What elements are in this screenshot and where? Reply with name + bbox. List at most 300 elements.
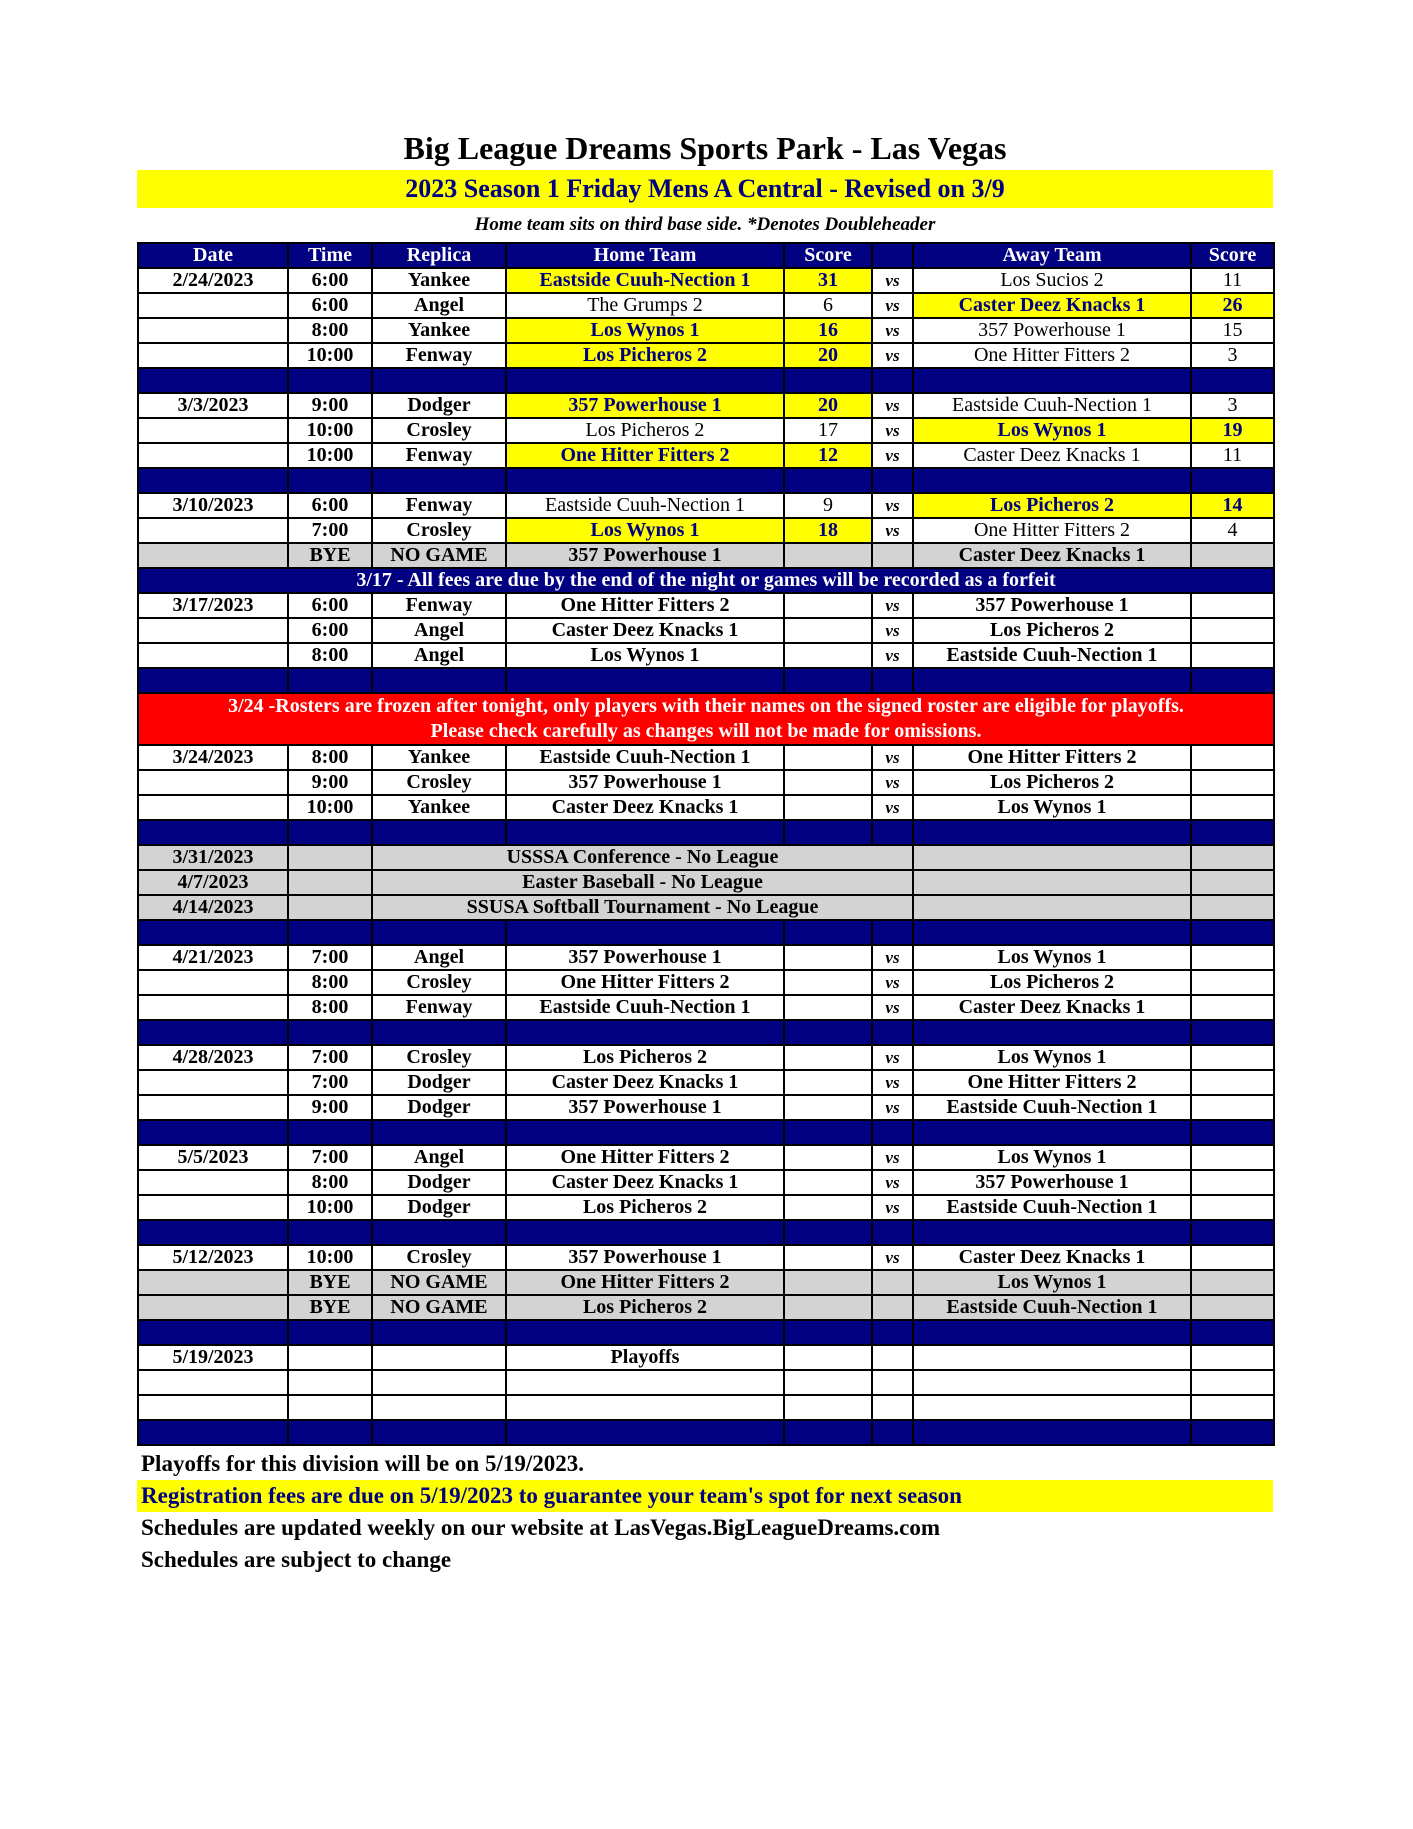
game-date	[138, 543, 288, 568]
game-field: Angel	[372, 293, 506, 318]
home-team: Caster Deez Knacks 1	[506, 1170, 784, 1195]
page-title: Big League Dreams Sports Park - Las Vegas	[403, 130, 1007, 166]
header-away-score: Score	[1191, 243, 1274, 268]
game-field: Yankee	[372, 268, 506, 293]
game-time: 9:00	[288, 393, 372, 418]
separator-cell	[872, 1320, 913, 1345]
header-replica: Replica	[372, 243, 506, 268]
header-away-team: Away Team	[913, 243, 1191, 268]
away-team: 357 Powerhouse 1	[913, 593, 1191, 618]
home-team: Caster Deez Knacks 1	[506, 1070, 784, 1095]
away-team: Caster Deez Knacks 1	[913, 543, 1191, 568]
vs-label: vs	[872, 393, 913, 418]
no-league-row	[138, 870, 1274, 895]
game-date: 3/3/2023	[138, 393, 288, 418]
away-score	[1191, 1045, 1274, 1070]
game-date	[138, 970, 288, 995]
game-row	[138, 1345, 1274, 1370]
home-team: Caster Deez Knacks 1	[506, 795, 784, 820]
separator-cell	[288, 468, 372, 493]
game-field: Dodger	[372, 1095, 506, 1120]
separator-cell	[288, 368, 372, 393]
vs-label: vs	[872, 1170, 913, 1195]
empty-cell	[913, 895, 1191, 920]
game-date	[138, 518, 288, 543]
empty-cell	[1191, 895, 1274, 920]
game-date	[138, 995, 288, 1020]
playoffs-note: Playoffs for this division will be on 5/19/2023.	[141, 1451, 585, 1476]
game-field: Yankee	[372, 795, 506, 820]
vs-label: vs	[872, 1195, 913, 1220]
game-date	[138, 343, 288, 368]
home-team: Eastside Cuuh-Nection 1	[506, 745, 784, 770]
game-time: 10:00	[288, 443, 372, 468]
game-row	[138, 795, 1274, 820]
game-row	[138, 1170, 1274, 1195]
game-field: Crosley	[372, 1245, 506, 1270]
separator-cell	[138, 1120, 288, 1145]
no-league-row	[138, 895, 1274, 920]
game-date	[138, 1370, 288, 1395]
separator-cell	[506, 1120, 784, 1145]
game-field: Crosley	[372, 770, 506, 795]
separator-cell	[506, 468, 784, 493]
away-team: Los Picheros 2	[913, 493, 1191, 518]
game-field	[372, 1345, 506, 1370]
separator-cell	[372, 920, 506, 945]
game-time: 8:00	[288, 970, 372, 995]
away-score: 11	[1191, 268, 1274, 293]
separator-cell	[372, 668, 506, 693]
away-team: Los Picheros 2	[913, 770, 1191, 795]
game-row	[138, 268, 1274, 293]
week-separator-row	[138, 820, 1274, 845]
separator-cell	[372, 468, 506, 493]
game-field: Fenway	[372, 343, 506, 368]
home-score: 18	[784, 518, 872, 543]
separator-cell	[288, 920, 372, 945]
home-team: Los Wynos 1	[506, 518, 784, 543]
separator-cell	[872, 820, 913, 845]
away-team: Los Wynos 1	[913, 795, 1191, 820]
game-time	[288, 1395, 372, 1420]
game-time: 6:00	[288, 593, 372, 618]
game-date: 4/14/2023	[138, 895, 288, 920]
vs-label: vs	[872, 443, 913, 468]
away-score	[1191, 1170, 1274, 1195]
separator-cell	[138, 668, 288, 693]
home-score	[784, 970, 872, 995]
game-date: 5/19/2023	[138, 1345, 288, 1370]
vs-label: vs	[872, 343, 913, 368]
week-separator-row	[138, 668, 1274, 693]
roster-alert-line: 3/24 -Rosters are frozen after tonight, only players with their names on the signed roster are eligible for playoffs.	[228, 695, 1184, 717]
home-team: Los Picheros 2	[506, 343, 784, 368]
home-team: Caster Deez Knacks 1	[506, 618, 784, 643]
home-score	[784, 1070, 872, 1095]
away-team: Los Wynos 1	[913, 1270, 1191, 1295]
game-date	[138, 770, 288, 795]
game-time: 6:00	[288, 493, 372, 518]
away-team: 357 Powerhouse 1	[913, 318, 1191, 343]
vs-label: vs	[872, 268, 913, 293]
game-field: Yankee	[372, 745, 506, 770]
separator-cell	[506, 920, 784, 945]
game-field: Dodger	[372, 1170, 506, 1195]
away-team: Los Wynos 1	[913, 1145, 1191, 1170]
away-team: Eastside Cuuh-Nection 1	[913, 1195, 1191, 1220]
vs-label	[872, 1270, 913, 1295]
away-team: One Hitter Fitters 2	[913, 745, 1191, 770]
game-time: 10:00	[288, 1245, 372, 1270]
game-row	[138, 293, 1274, 318]
home-team: Playoffs	[506, 1345, 784, 1370]
empty-cell	[288, 870, 372, 895]
home-score	[784, 1245, 872, 1270]
separator-cell	[1191, 1020, 1274, 1045]
game-time: 8:00	[288, 1170, 372, 1195]
game-time: 7:00	[288, 1070, 372, 1095]
home-team: Los Wynos 1	[506, 643, 784, 668]
away-score	[1191, 745, 1274, 770]
home-score	[784, 1170, 872, 1195]
separator-cell	[913, 1120, 1191, 1145]
home-score	[784, 643, 872, 668]
game-field: Crosley	[372, 418, 506, 443]
header-home-team: Home Team	[506, 243, 784, 268]
separator-cell	[506, 668, 784, 693]
separator-cell	[138, 1220, 288, 1245]
separator-cell	[1191, 820, 1274, 845]
game-date: 3/10/2023	[138, 493, 288, 518]
away-score	[1191, 1345, 1274, 1370]
separator-cell	[288, 668, 372, 693]
vs-label: vs	[872, 593, 913, 618]
separator-cell	[784, 668, 872, 693]
home-score	[784, 1045, 872, 1070]
separator-cell	[1191, 368, 1274, 393]
game-row	[138, 995, 1274, 1020]
home-team: The Grumps 2	[506, 293, 784, 318]
separator-cell	[372, 820, 506, 845]
game-date: 4/7/2023	[138, 870, 288, 895]
game-row	[138, 970, 1274, 995]
game-date	[138, 1270, 288, 1295]
week-separator-row	[138, 1420, 1274, 1445]
game-date	[138, 795, 288, 820]
schedule-sheet	[137, 126, 1273, 1576]
roster-alert-line: Please check carefully as changes will not be made for omissions.	[430, 720, 982, 742]
away-team: Caster Deez Knacks 1	[913, 1245, 1191, 1270]
game-row	[138, 1095, 1274, 1120]
away-team: Eastside Cuuh-Nection 1	[913, 1295, 1191, 1320]
game-time: 8:00	[288, 745, 372, 770]
home-team: Los Picheros 2	[506, 1295, 784, 1320]
vs-label	[872, 1345, 913, 1370]
separator-cell	[913, 368, 1191, 393]
week-separator-row	[138, 1020, 1274, 1045]
game-date	[138, 1170, 288, 1195]
home-score	[784, 945, 872, 970]
separator-cell	[138, 820, 288, 845]
home-team: Eastside Cuuh-Nection 1	[506, 995, 784, 1020]
away-score	[1191, 593, 1274, 618]
game-date	[138, 318, 288, 343]
game-date	[138, 443, 288, 468]
separator-cell	[784, 1320, 872, 1345]
away-score	[1191, 1095, 1274, 1120]
game-row	[138, 945, 1274, 970]
away-team: Eastside Cuuh-Nection 1	[913, 1095, 1191, 1120]
separator-cell	[913, 1320, 1191, 1345]
away-score: 3	[1191, 393, 1274, 418]
game-field: NO GAME	[372, 1270, 506, 1295]
away-score	[1191, 970, 1274, 995]
game-date	[138, 643, 288, 668]
separator-cell	[372, 1020, 506, 1045]
game-time: 10:00	[288, 418, 372, 443]
away-team: Los Wynos 1	[913, 418, 1191, 443]
vs-label: vs	[872, 1245, 913, 1270]
game-time: 10:00	[288, 1195, 372, 1220]
home-team: 357 Powerhouse 1	[506, 770, 784, 795]
separator-cell	[1191, 920, 1274, 945]
away-score	[1191, 1270, 1274, 1295]
home-team: Eastside Cuuh-Nection 1	[506, 268, 784, 293]
week-separator-row	[138, 468, 1274, 493]
game-row	[138, 493, 1274, 518]
game-row	[138, 318, 1274, 343]
away-team: Los Wynos 1	[913, 1045, 1191, 1070]
home-team: One Hitter Fitters 2	[506, 1145, 784, 1170]
separator-cell	[138, 1420, 288, 1445]
separator-cell	[784, 368, 872, 393]
empty-cell	[288, 845, 372, 870]
game-time: 7:00	[288, 945, 372, 970]
game-time: 10:00	[288, 795, 372, 820]
roster-alert-row	[138, 693, 1274, 745]
away-score	[1191, 618, 1274, 643]
vs-label: vs	[872, 293, 913, 318]
game-time: 8:00	[288, 643, 372, 668]
game-field: Fenway	[372, 493, 506, 518]
away-score	[1191, 995, 1274, 1020]
home-team	[506, 1395, 784, 1420]
separator-cell	[1191, 668, 1274, 693]
game-row	[138, 418, 1274, 443]
vs-label: vs	[872, 493, 913, 518]
game-time: 8:00	[288, 995, 372, 1020]
game-date	[138, 418, 288, 443]
home-score: 6	[784, 293, 872, 318]
home-team: Los Picheros 2	[506, 1045, 784, 1070]
away-score	[1191, 795, 1274, 820]
home-score	[784, 995, 872, 1020]
game-time: BYE	[288, 543, 372, 568]
vs-label: vs	[872, 643, 913, 668]
vs-label: vs	[872, 1095, 913, 1120]
bye-row	[138, 1270, 1274, 1295]
separator-cell	[138, 920, 288, 945]
game-row	[138, 618, 1274, 643]
separator-cell	[913, 668, 1191, 693]
header-vs	[872, 243, 913, 268]
home-team: One Hitter Fitters 2	[506, 443, 784, 468]
separator-cell	[506, 1420, 784, 1445]
vs-label: vs	[872, 770, 913, 795]
home-team: One Hitter Fitters 2	[506, 970, 784, 995]
separator-cell	[784, 920, 872, 945]
separator-cell	[138, 468, 288, 493]
game-field	[372, 1395, 506, 1420]
game-time: 8:00	[288, 318, 372, 343]
home-score	[784, 770, 872, 795]
separator-cell	[784, 1420, 872, 1445]
home-score	[784, 1145, 872, 1170]
game-field: Yankee	[372, 318, 506, 343]
game-date: 4/28/2023	[138, 1045, 288, 1070]
home-score	[784, 1095, 872, 1120]
away-team: Caster Deez Knacks 1	[913, 443, 1191, 468]
game-time: BYE	[288, 1295, 372, 1320]
away-score	[1191, 1245, 1274, 1270]
separator-cell	[1191, 1220, 1274, 1245]
separator-cell	[913, 1020, 1191, 1045]
home-team: Los Picheros 2	[506, 418, 784, 443]
separator-cell	[913, 920, 1191, 945]
away-score: 3	[1191, 343, 1274, 368]
separator-cell	[372, 368, 506, 393]
vs-label: vs	[872, 795, 913, 820]
header-row	[138, 243, 1274, 268]
away-team: One Hitter Fitters 2	[913, 518, 1191, 543]
away-team: 357 Powerhouse 1	[913, 1170, 1191, 1195]
home-score: 16	[784, 318, 872, 343]
separator-cell	[506, 1020, 784, 1045]
separator-cell	[872, 368, 913, 393]
separator-cell	[138, 1020, 288, 1045]
separator-cell	[288, 1020, 372, 1045]
bye-row	[138, 1295, 1274, 1320]
home-team: Los Picheros 2	[506, 1195, 784, 1220]
home-score: 20	[784, 393, 872, 418]
home-score	[784, 1270, 872, 1295]
away-team: Los Picheros 2	[913, 618, 1191, 643]
game-row	[138, 1370, 1274, 1395]
bye-row	[138, 543, 1274, 568]
separator-cell	[872, 1420, 913, 1445]
game-date	[138, 1195, 288, 1220]
game-field: Dodger	[372, 1070, 506, 1095]
away-team: One Hitter Fitters 2	[913, 1070, 1191, 1095]
game-time: BYE	[288, 1270, 372, 1295]
game-row	[138, 1145, 1274, 1170]
game-field: Fenway	[372, 443, 506, 468]
away-score: 26	[1191, 293, 1274, 318]
home-score: 9	[784, 493, 872, 518]
game-time: 9:00	[288, 770, 372, 795]
empty-cell	[913, 845, 1191, 870]
vs-label: vs	[872, 945, 913, 970]
separator-cell	[784, 820, 872, 845]
game-row	[138, 593, 1274, 618]
game-row	[138, 643, 1274, 668]
game-row	[138, 1245, 1274, 1270]
game-row	[138, 1045, 1274, 1070]
separator-cell	[784, 1120, 872, 1145]
away-team: Eastside Cuuh-Nection 1	[913, 643, 1191, 668]
away-team	[913, 1345, 1191, 1370]
away-score: 4	[1191, 518, 1274, 543]
game-time: 9:00	[288, 1095, 372, 1120]
home-team: 357 Powerhouse 1	[506, 393, 784, 418]
home-team: 357 Powerhouse 1	[506, 1095, 784, 1120]
footer-notes	[137, 1448, 1273, 1576]
away-score: 11	[1191, 443, 1274, 468]
header-home-score: Score	[784, 243, 872, 268]
home-team	[506, 1370, 784, 1395]
separator-cell	[913, 820, 1191, 845]
game-row	[138, 1070, 1274, 1095]
empty-cell	[1191, 870, 1274, 895]
away-team: Los Sucios 2	[913, 268, 1191, 293]
vs-label: vs	[872, 745, 913, 770]
header-time: Time	[288, 243, 372, 268]
game-time: 7:00	[288, 1145, 372, 1170]
away-team: One Hitter Fitters 2	[913, 343, 1191, 368]
game-row	[138, 393, 1274, 418]
game-field	[372, 1370, 506, 1395]
game-row	[138, 745, 1274, 770]
separator-cell	[872, 468, 913, 493]
away-team	[913, 1395, 1191, 1420]
separator-cell	[872, 920, 913, 945]
home-score	[784, 745, 872, 770]
separator-cell	[913, 1220, 1191, 1245]
home-score: 20	[784, 343, 872, 368]
week-separator-row	[138, 368, 1274, 393]
away-team: Los Picheros 2	[913, 970, 1191, 995]
game-row	[138, 1395, 1274, 1420]
vs-label: vs	[872, 1070, 913, 1095]
away-score	[1191, 1395, 1274, 1420]
away-score	[1191, 543, 1274, 568]
game-field: NO GAME	[372, 543, 506, 568]
home-team: Los Wynos 1	[506, 318, 784, 343]
game-date: 4/21/2023	[138, 945, 288, 970]
home-team: One Hitter Fitters 2	[506, 1270, 784, 1295]
separator-cell	[288, 1320, 372, 1345]
page-subtitle: 2023 Season 1 Friday Mens A Central - Revised on 3/9	[137, 170, 1273, 208]
away-score: 15	[1191, 318, 1274, 343]
game-field: Dodger	[372, 393, 506, 418]
away-team: Eastside Cuuh-Nection 1	[913, 393, 1191, 418]
separator-cell	[372, 1420, 506, 1445]
separator-cell	[138, 1320, 288, 1345]
week-separator-row	[138, 1320, 1274, 1345]
separator-cell	[288, 1120, 372, 1145]
game-field: Angel	[372, 643, 506, 668]
away-score	[1191, 945, 1274, 970]
game-date: 5/12/2023	[138, 1245, 288, 1270]
away-score	[1191, 1195, 1274, 1220]
away-score	[1191, 1145, 1274, 1170]
home-team: 357 Powerhouse 1	[506, 543, 784, 568]
away-score	[1191, 643, 1274, 668]
game-date: 3/31/2023	[138, 845, 288, 870]
game-field: Crosley	[372, 1045, 506, 1070]
game-row	[138, 770, 1274, 795]
